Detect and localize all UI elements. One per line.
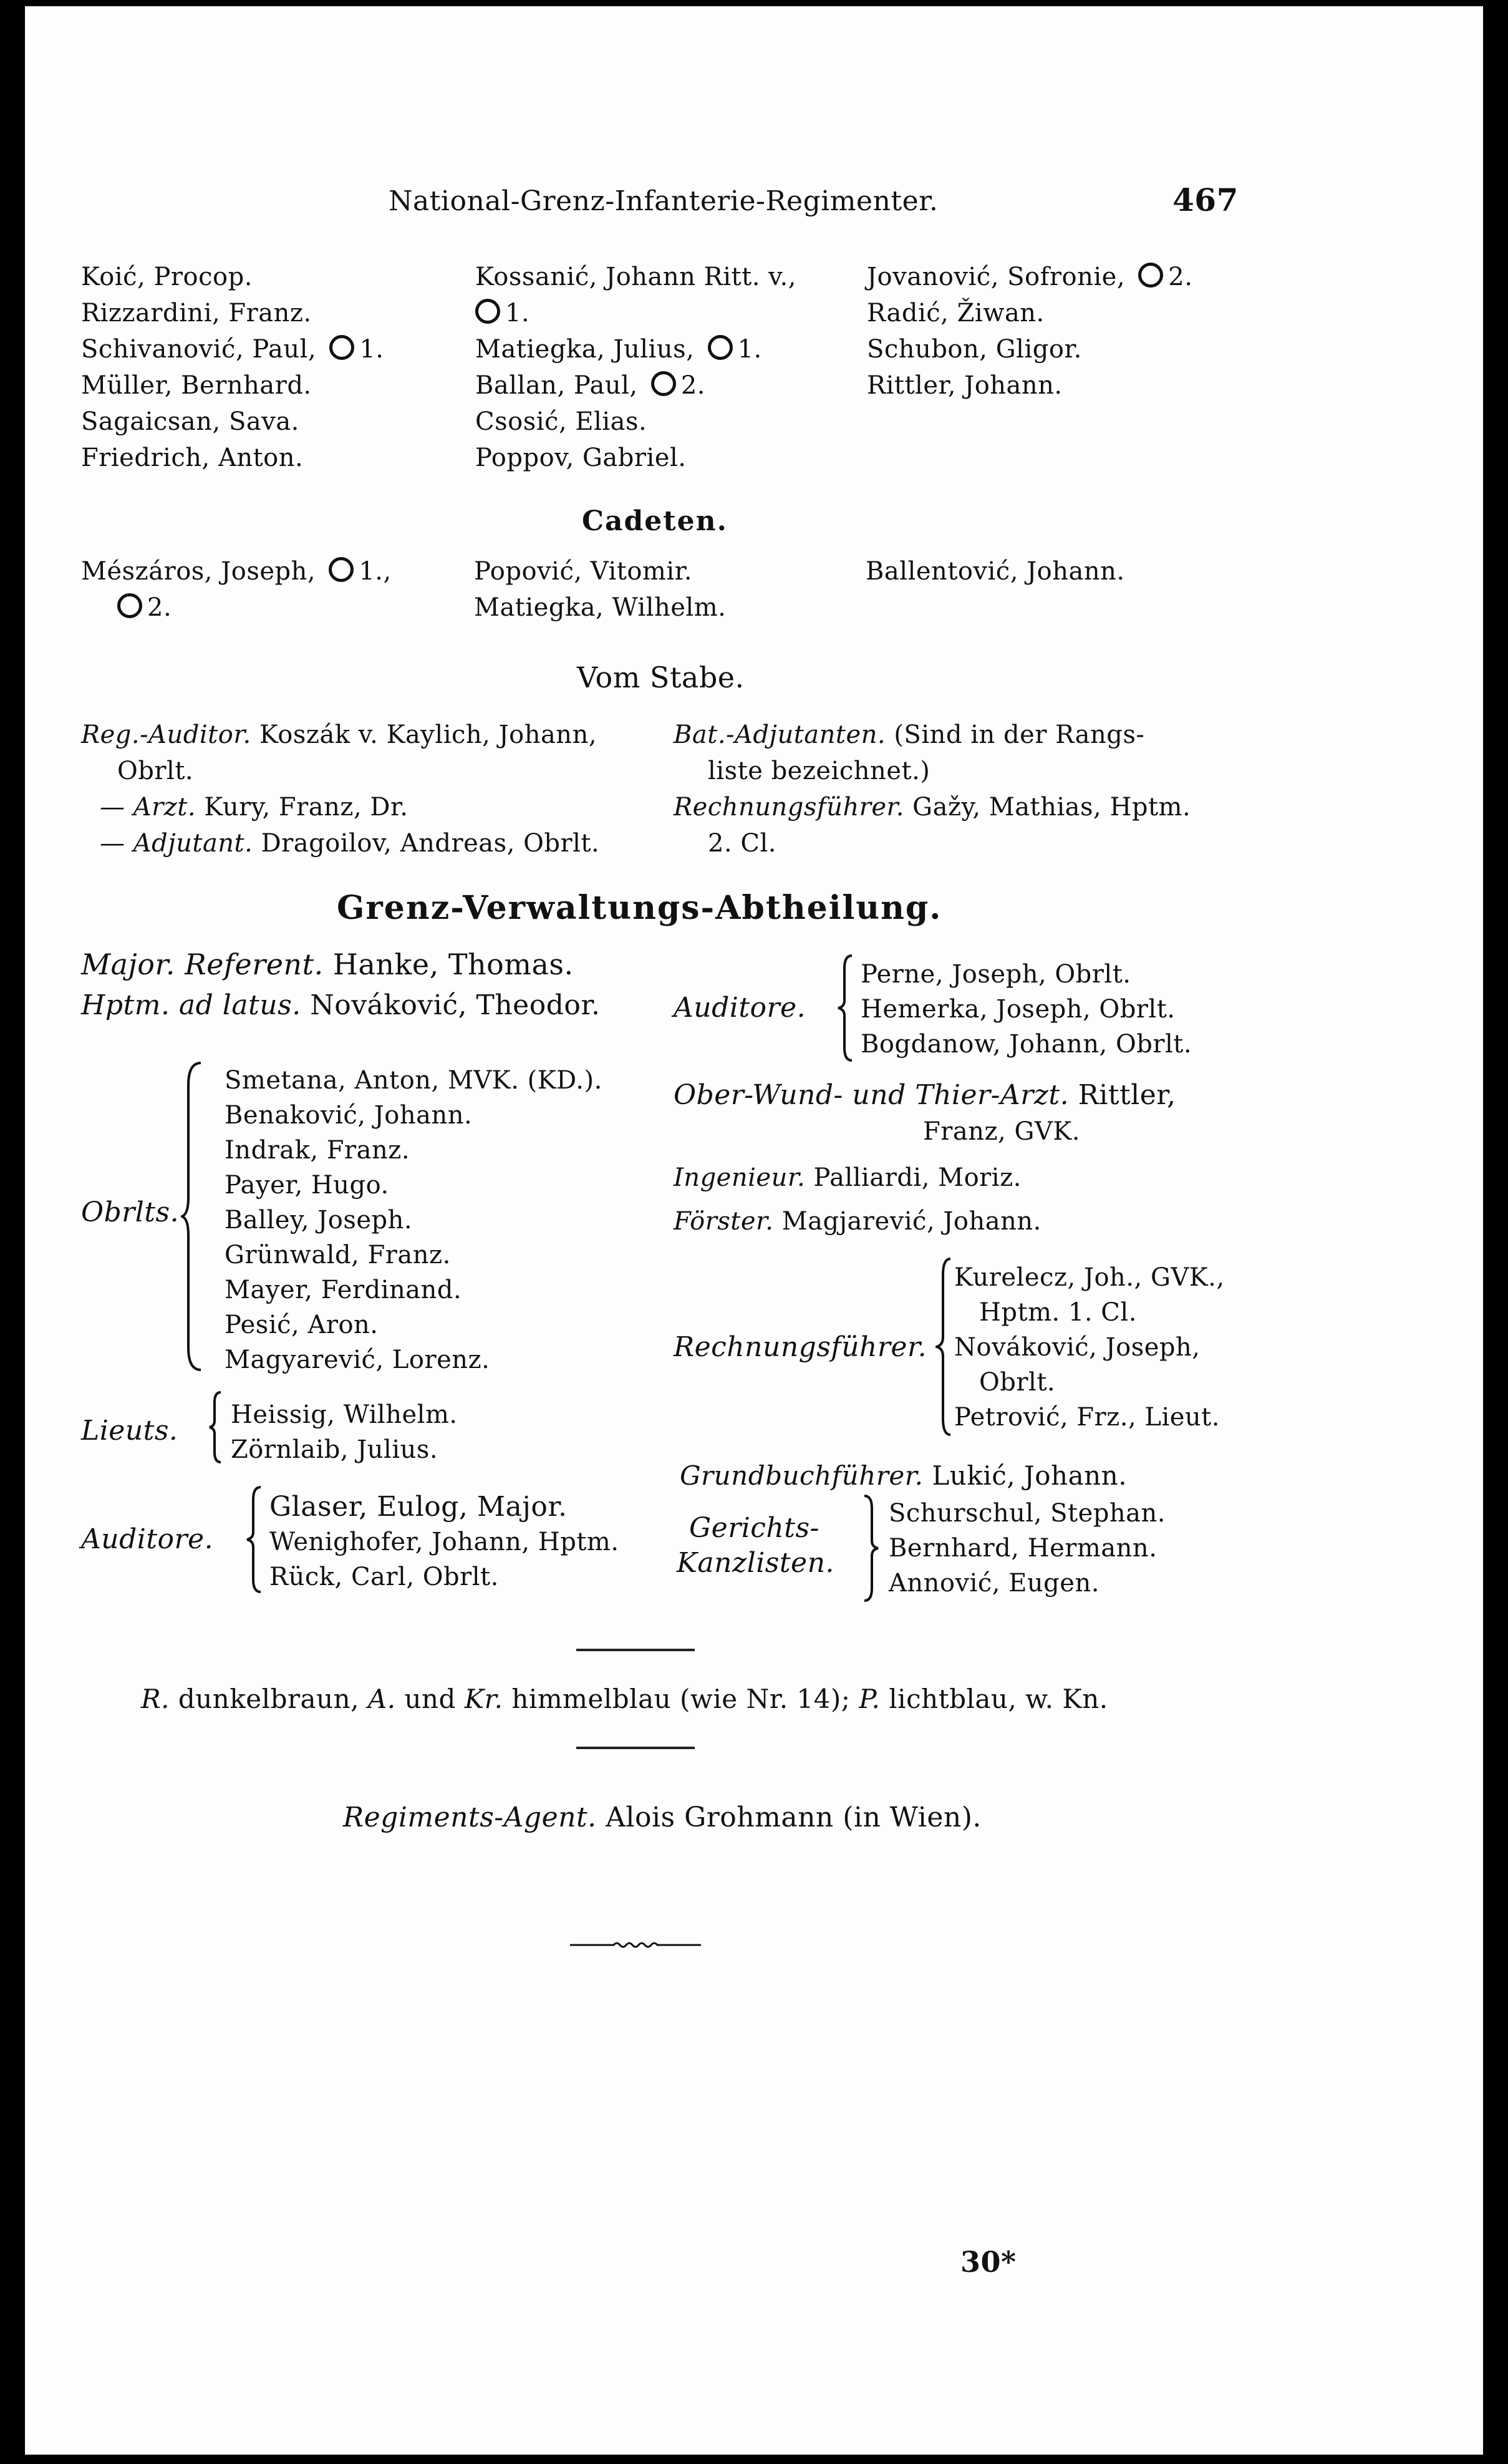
uniform-text: himmelblau (wie Nr. 14); [511, 1684, 851, 1714]
uniform-text: lichtblau, w. Kn. [889, 1684, 1108, 1714]
wundarzt-row [674, 1079, 1176, 1112]
list-item: Nováković, Joseph, [954, 1333, 1201, 1362]
stabe-row [674, 719, 1144, 751]
kanzlisten-label-1: Gerichts- [689, 1512, 819, 1544]
stabe-row [674, 791, 1191, 823]
list-item: Rittler, Johann. [867, 371, 1063, 400]
role-label: — Arzt. [100, 793, 196, 822]
uniform-text: und [404, 1684, 456, 1714]
list-item: Csosić, Elias. [475, 407, 647, 436]
list-item: Magyarević, Lorenz. [225, 1346, 490, 1374]
list-item: Glaser, Eulog, Major. [269, 1491, 568, 1523]
stabe-row [81, 719, 597, 751]
stabe-row: Obrlt. [117, 757, 194, 785]
list-item: Zörnlaib, Julius. [231, 1435, 438, 1464]
major-row [81, 948, 574, 981]
role-name: (Sind in der Rangs- [894, 720, 1145, 749]
role-name: Rittler, [1078, 1079, 1176, 1111]
role-name: Kury, Franz, Dr. [204, 793, 408, 822]
list-item: Matiegka, Julius, 1. [475, 335, 762, 364]
role-label: Regiments-Agent. [343, 1802, 597, 1833]
page-number: 467 [1172, 182, 1239, 218]
role-name: Alois Grohmann (in Wien). [606, 1802, 982, 1833]
role-label: Bat.-Adjutanten. [674, 720, 886, 749]
role-name: Palliardi, Moriz. [813, 1163, 1022, 1192]
uniform-abbrev: R. [141, 1684, 170, 1714]
list-item: Schurschul, Stephan. [889, 1499, 1166, 1528]
list-item: Schivanović, Paul, 1. [81, 335, 384, 364]
kanzlisten-label-2: Kanzlisten. [677, 1547, 834, 1579]
stabe-row [100, 827, 599, 860]
ingenieur-row [674, 1162, 1022, 1194]
section-heading-stabe: Vom Stabe. [577, 661, 745, 694]
circle-order-icon [117, 593, 142, 618]
list-item: Indrak, Franz. [225, 1136, 410, 1165]
list-item: Radić, Žiwan. [867, 299, 1045, 327]
grundbuch-row [680, 1460, 1127, 1492]
brace-icon [181, 1060, 206, 1372]
uniform-text: dunkelbraun, [178, 1684, 360, 1714]
list-item: Rück, Carl, Obrlt. [269, 1563, 499, 1591]
section-heading-cadeten: Cadeten. [582, 505, 728, 537]
brace-icon [243, 1485, 264, 1594]
list-item: Müller, Bernhard. [81, 371, 312, 400]
list-item: Obrlt. [979, 1368, 1056, 1397]
wundarzt-row-2: Franz, GVK. [923, 1117, 1080, 1146]
role-label: Reg.-Auditor. [81, 720, 251, 749]
list-item: Sagaicsan, Sava. [81, 407, 299, 436]
list-item: Bernhard, Hermann. [889, 1534, 1158, 1563]
brace-icon [206, 1390, 225, 1465]
list-item: Popović, Vitomir. [474, 557, 693, 586]
lieuts-label: Lieuts. [81, 1415, 178, 1447]
list-item: 2. [117, 591, 172, 624]
agent-line [343, 1802, 982, 1834]
list-item: Wenighofer, Johann, Hptm. [269, 1528, 619, 1556]
ornamental-rule-icon [570, 1939, 701, 1951]
list-item: Kossanić, Johann Ritt. v., [475, 263, 796, 291]
list-item: Smetana, Anton, MVK. (KD.). [225, 1066, 602, 1095]
list-item: Payer, Hugo. [225, 1171, 389, 1200]
stabe-row [100, 791, 408, 823]
list-item: Hemerka, Joseph, Obrlt. [861, 995, 1176, 1024]
role-name: Magjarević, Johann. [781, 1207, 1042, 1236]
circle-order-icon [329, 557, 354, 582]
list-item: Annović, Eugen. [889, 1569, 1100, 1598]
section-heading-grenz: Grenz-Verwaltungs-Abtheilung. [337, 889, 942, 927]
list-item: Hptm. 1. Cl. [979, 1298, 1137, 1327]
stabe-row: 2. Cl. [708, 829, 776, 858]
circle-order-icon [1138, 263, 1163, 288]
list-item: Mayer, Ferdinand. [225, 1276, 462, 1304]
rechnung-label: Rechnungsführer. [674, 1331, 927, 1363]
role-label: Major. Referent. [81, 948, 324, 981]
auditore-left-label: Auditore. [81, 1523, 214, 1555]
list-item: Schubon, Gligor. [867, 335, 1082, 364]
uniform-abbrev: A. [367, 1684, 396, 1714]
list-item: Ballan, Paul, 2. [475, 371, 705, 400]
list-item: Kurelecz, Joh., GVK., [954, 1263, 1225, 1292]
list-item: Grünwald, Franz. [225, 1241, 451, 1269]
list-item: Heissig, Wilhelm. [231, 1400, 458, 1429]
role-label: Rechnungsführer. [674, 793, 904, 822]
brace-icon [834, 953, 856, 1063]
list-item: Balley, Joseph. [225, 1206, 413, 1234]
list-item: Ballentović, Johann. [866, 557, 1125, 586]
forster-row [674, 1205, 1042, 1238]
list-item: Pesić, Aron. [225, 1311, 379, 1339]
running-title: National-Grenz-Infanterie-Regimenter. [389, 185, 939, 217]
role-label: Hptm. ad latus. [81, 989, 301, 1021]
list-item: 1. [475, 297, 529, 329]
hptm-row [81, 989, 601, 1022]
list-item: Matiegka, Wilhelm. [474, 593, 727, 622]
circle-order-icon [329, 335, 354, 360]
role-name: Koszák v. Kaylich, Johann, [259, 720, 597, 749]
list-item: Koić, Procop. [81, 263, 253, 291]
role-name: Lukić, Johann. [932, 1460, 1128, 1491]
list-item: Perne, Joseph, Obrlt. [861, 960, 1131, 989]
list-item: Benaković, Johann. [225, 1101, 473, 1130]
page [25, 6, 1483, 2455]
divider [576, 1747, 695, 1749]
role-name: Nováković, Theodor. [310, 989, 601, 1021]
role-name: Gažy, Mathias, Hptm. [912, 793, 1191, 822]
brace-icon [935, 1256, 954, 1437]
uniform-abbrev: Kr. [464, 1684, 503, 1714]
circle-order-icon [651, 371, 676, 396]
obrlts-label: Obrlts. [81, 1196, 180, 1228]
circle-order-icon [475, 299, 500, 324]
uniform-line [141, 1683, 1108, 1715]
auditore-right-label: Auditore. [674, 992, 806, 1024]
list-item: Petrović, Frz., Lieut. [954, 1403, 1220, 1432]
role-label: — Adjutant. [100, 829, 253, 858]
list-item: Rizzardini, Franz. [81, 299, 312, 327]
role-label: Grundbuchführer. [680, 1460, 924, 1491]
role-name: Dragoilov, Andreas, Obrlt. [261, 829, 600, 858]
list-item: Mészáros, Joseph, 1., [81, 557, 392, 586]
list-item: Poppov, Gabriel. [475, 444, 687, 472]
stabe-row: liste bezeichnet.) [708, 757, 930, 785]
role-name: Hanke, Thomas. [332, 948, 574, 981]
circle-order-icon [708, 335, 733, 360]
list-item: Jovanović, Sofronie, 2. [867, 263, 1193, 291]
list-item: Friedrich, Anton. [81, 444, 304, 472]
signature-mark: 30* [960, 2245, 1017, 2279]
role-label: Förster. [674, 1207, 774, 1236]
role-label: Ingenieur. [674, 1163, 806, 1192]
role-label: Ober-Wund- und Thier-Arzt. [674, 1079, 1070, 1111]
divider [576, 1649, 695, 1651]
uniform-abbrev: P. [859, 1684, 881, 1714]
list-item: Bogdanow, Johann, Obrlt. [861, 1030, 1192, 1059]
